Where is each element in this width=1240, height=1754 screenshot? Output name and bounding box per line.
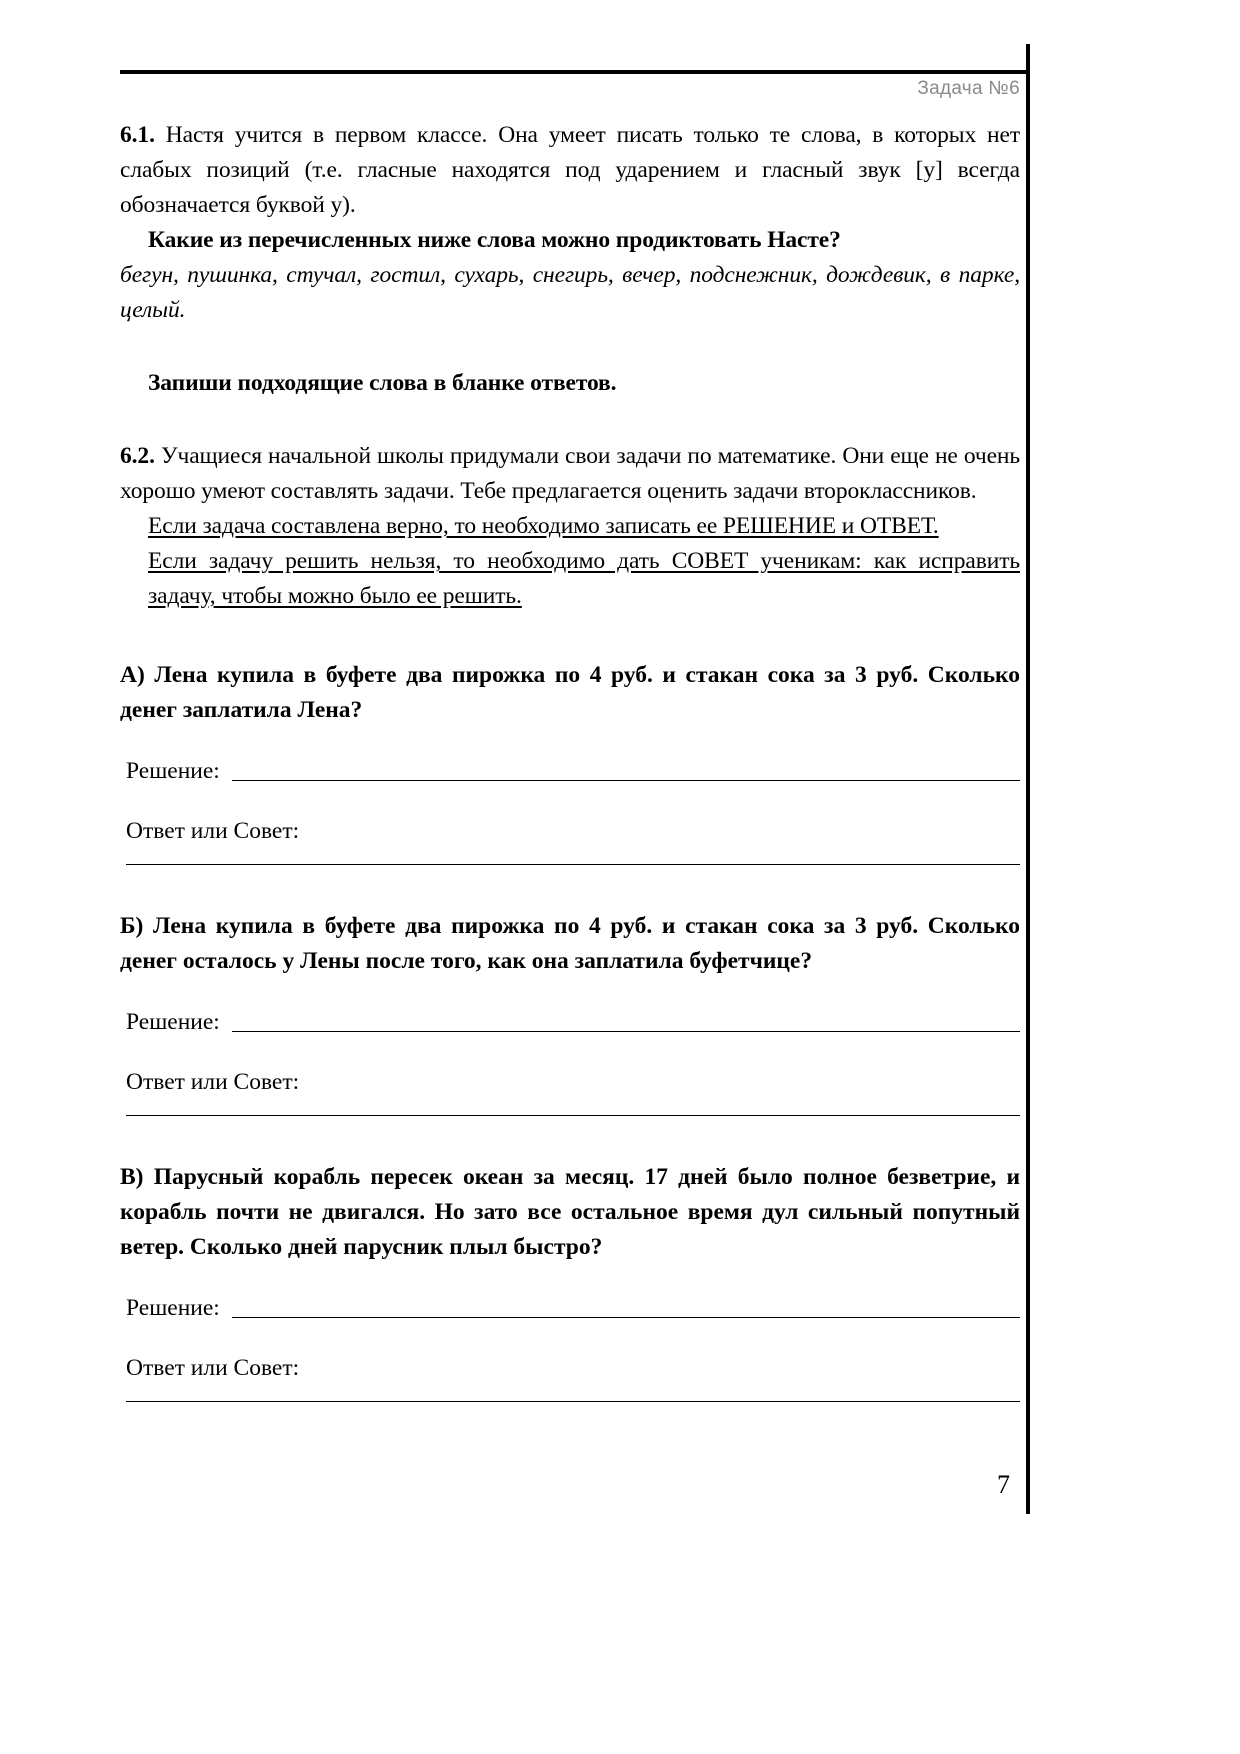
spacer [120,865,1020,909]
answer-label: Ответ или Совет: [126,818,300,844]
section-6-1-instruction: Запиши подходящие слова в бланке ответов. [148,370,617,396]
problem-b-answer-row [120,1065,1020,1099]
section-6-2-paragraph [120,439,1020,509]
spacer [120,1325,1020,1351]
spacer [120,1116,1020,1160]
spacer [120,401,1020,439]
problem-b-text: Б) Лена купила в буфете два пирожка по 4 руб. и стакан сока за 3 руб. Сколько денег осталось у Лены после того, как она заплатила буфетчице? [120,913,1020,974]
solution-label: Решение: [126,758,220,784]
spacer [120,1099,1020,1115]
spacer [120,728,1020,754]
running-header: Задача №6 [917,78,1020,99]
spacer [120,328,1020,366]
section-6-1-word-list: бегун, пушинка, стучал, гостил, сухарь, снегирь, вечер, подснежник, дождевик, в парке, целый. [120,262,1020,323]
problem-a-text: А) Лена купила в буфете два пирожка по 4 руб. и стакан сока за 3 руб. Сколько денег заплатила Лена? [120,662,1020,723]
problem-b-solution-input[interactable] [232,1031,1020,1032]
spacer [120,1039,1020,1065]
section-6-2-text: Учащиеся начальной школы придумали свои задачи по математике. Они еще не очень хорошо умеют составлять задачи. Тебе предлагается оценить задачи второклассников. [120,443,1021,504]
section-6-2-rule-1: Если задача составлена верно, то необходимо записать ее РЕШЕНИЕ и ОТВЕТ. [148,513,939,539]
answer-label: Ответ или Совет: [126,1355,300,1381]
spacer [120,614,1020,658]
problem-a-answer-row [120,814,1020,848]
spacer [120,1385,1020,1401]
spacer [120,979,1020,1005]
section-6-2-number: 6.2. [120,443,155,469]
section-6-1-number: 6.1. [120,122,155,148]
header-rule [120,70,1028,74]
problem-b-solution-row [120,1005,1020,1039]
problem-v-text: В) Парусный корабль пересек океан за месяц. 17 дней было полное безветрие, и корабль почти не двигался. Но зато все остальное время дул сильный попутный ветер. Сколько дней парусник плыл быстро? [120,1164,1020,1260]
problem-a-solution-input[interactable] [232,780,1020,781]
page-number: 7 [997,1470,1010,1499]
section-6-1-paragraph [120,118,1020,223]
document-body [120,118,1020,1402]
problem-a-solution-row [120,754,1020,788]
problem-v-solution-row [120,1291,1020,1325]
problem-v-answer-row [120,1351,1020,1385]
spacer [120,848,1020,864]
page-edge-rule [1026,44,1030,1514]
section-6-1-text: Настя учится в первом классе. Она умеет писать только те слова, в которых нет слабых позиций (т.е. гласные находятся под ударением и гласный звук [у] всегда обозначается буквой у). [120,122,1021,218]
spacer [120,788,1020,814]
problem-v-answer-input[interactable] [126,1401,1020,1402]
section-6-1-question: Какие из перечисленных ниже слова можно продиктовать Насте? [148,227,841,253]
spacer [120,1265,1020,1291]
solution-label: Решение: [126,1009,220,1035]
section-6-2-rule-2: Если задачу решить нельзя, то необходимо дать СОВЕТ ученикам: как исправить задачу, чтобы можно было ее решить. [148,548,1020,609]
solution-label: Решение: [126,1295,220,1321]
answer-label: Ответ или Совет: [126,1069,300,1095]
problem-v-solution-input[interactable] [232,1317,1020,1318]
